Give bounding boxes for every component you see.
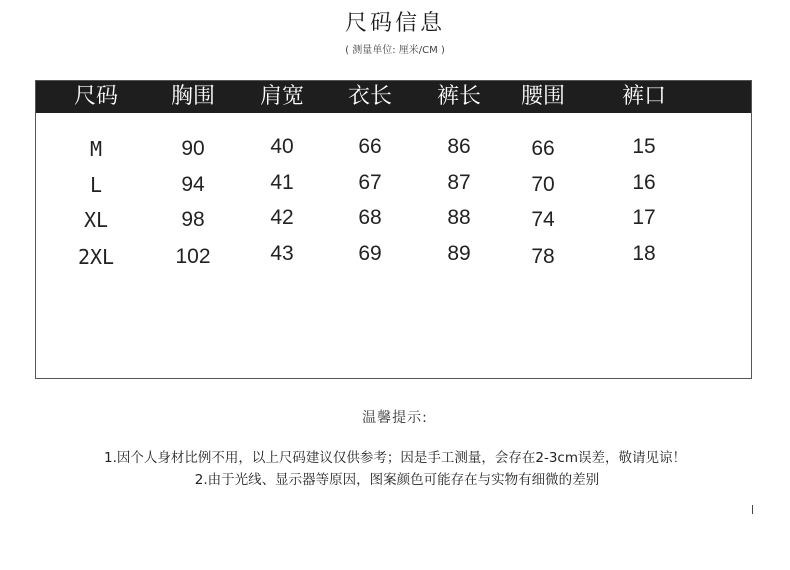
cell-leg-opening: 15: [632, 135, 656, 158]
cell-size: M: [89, 137, 103, 161]
cell-pants-length: 87: [447, 171, 471, 194]
measurement-unit-note: ( 测量单位: 厘米/CM ): [345, 45, 445, 56]
cell-chest: 98: [181, 208, 205, 231]
cell-pants-length: 89: [447, 242, 471, 265]
header-top-length: 衣长: [347, 84, 393, 109]
table-header-row: [36, 81, 751, 113]
cell-top-length: 68: [358, 206, 382, 229]
size-chart-table: [35, 80, 752, 379]
header-shoulder: 肩宽: [259, 84, 305, 109]
cell-waist: 70: [531, 173, 555, 196]
header-pants-length: 裤长: [436, 84, 482, 109]
cell-shoulder: 40: [270, 135, 294, 158]
tip-line-2: 2.由于光线、显示器等原因，图案颜色可能存在与实物有细微的差别: [194, 472, 600, 488]
cell-top-length: 69: [358, 242, 382, 265]
header-size: 尺码: [73, 84, 119, 109]
cell-size: 2XL: [77, 245, 115, 269]
cell-waist: 66: [531, 137, 555, 160]
header-waist: 腰围: [520, 84, 566, 109]
cell-leg-opening: 17: [632, 206, 656, 229]
edge-mark: [752, 505, 753, 514]
cell-size: L: [89, 173, 103, 197]
cell-top-length: 66: [358, 135, 382, 158]
cell-chest: 90: [181, 137, 205, 160]
cell-waist: 78: [531, 245, 555, 268]
cell-shoulder: 43: [270, 242, 294, 265]
cell-shoulder: 42: [270, 206, 294, 229]
cell-chest: 94: [181, 173, 205, 196]
cell-pants-length: 88: [447, 206, 471, 229]
cell-leg-opening: 18: [632, 242, 656, 265]
cell-waist: 74: [531, 208, 555, 231]
cell-leg-opening: 16: [632, 171, 656, 194]
header-leg-opening: 裤口: [621, 84, 667, 109]
cell-chest: 102: [175, 245, 211, 268]
cell-pants-length: 86: [447, 135, 471, 158]
cell-shoulder: 41: [270, 171, 294, 194]
header-chest: 胸围: [170, 84, 216, 109]
cell-top-length: 67: [358, 171, 382, 194]
cell-size: XL: [83, 208, 109, 232]
tip-line-1: 1.因个人身材比例不用，以上尺码建议仅供参考；因是手工测量，会存在2-3cm误差，敬请见谅！: [103, 450, 686, 466]
tips-heading: 温馨提示:: [362, 410, 428, 426]
page-title: 尺码信息: [344, 11, 445, 36]
